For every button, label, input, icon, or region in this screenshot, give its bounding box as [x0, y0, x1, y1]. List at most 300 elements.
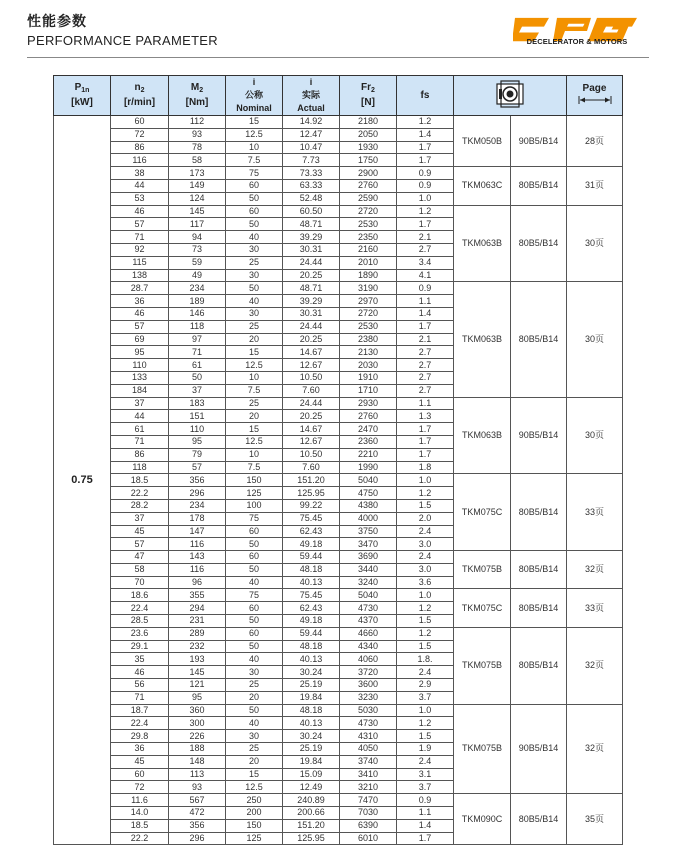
fs-cell: 2.7	[397, 384, 454, 397]
i-nominal-cell: 20	[226, 755, 283, 768]
i-actual-cell: 60.50	[283, 205, 340, 218]
model-cell: TKM075B	[454, 627, 511, 704]
fr2-cell: 2010	[340, 256, 397, 269]
i-actual-cell: 48.18	[283, 640, 340, 653]
n2-cell: 57	[111, 538, 169, 551]
fr2-cell: 2760	[340, 179, 397, 192]
fs-cell: 3.6	[397, 576, 454, 589]
page-ref-cell: 35页	[567, 794, 623, 845]
fr2-cell: 4060	[340, 653, 397, 666]
m2-cell: 234	[169, 499, 226, 512]
i-actual-cell: 39.29	[283, 231, 340, 244]
fr2-cell: 2720	[340, 205, 397, 218]
model-cell: TKM063B	[454, 205, 511, 282]
col-p1n: $P_{1n}$ [kW]	[54, 76, 111, 116]
i-actual-cell: 49.18	[283, 615, 340, 628]
i-nominal-cell: 40	[226, 717, 283, 730]
i-nominal-cell: 75	[226, 589, 283, 602]
i-actual-cell: 20.25	[283, 410, 340, 423]
page-ref-cell: 28页	[567, 116, 623, 167]
fr2-cell: 1890	[340, 269, 397, 282]
fr2-cell: 5040	[340, 474, 397, 487]
m2-cell: 116	[169, 563, 226, 576]
m2-cell: 232	[169, 640, 226, 653]
n2-cell: 116	[111, 154, 169, 167]
fs-cell: 1.7	[397, 435, 454, 448]
i-actual-cell: 10.47	[283, 141, 340, 154]
i-actual-cell: 15.09	[283, 768, 340, 781]
n2-cell: 60	[111, 116, 169, 129]
fs-cell: 3.7	[397, 781, 454, 794]
fs-cell: 1.2	[397, 602, 454, 615]
fs-cell: 1.7	[397, 141, 454, 154]
i-nominal-cell: 30	[226, 666, 283, 679]
fs-cell: 1.4	[397, 819, 454, 832]
i-nominal-cell: 30	[226, 307, 283, 320]
flange-cell: 80B5/B14	[511, 282, 567, 397]
m2-cell: 356	[169, 819, 226, 832]
i-actual-cell: 20.25	[283, 269, 340, 282]
i-nominal-cell: 50	[226, 640, 283, 653]
col-gearbox	[454, 76, 567, 116]
fr2-cell: 5030	[340, 704, 397, 717]
m2-cell: 73	[169, 243, 226, 256]
n2-cell: 11.6	[111, 794, 169, 807]
i-actual-cell: 39.29	[283, 295, 340, 308]
m2-cell: 124	[169, 192, 226, 205]
fs-cell: 2.7	[397, 359, 454, 372]
fs-cell: 2.4	[397, 755, 454, 768]
fs-cell: 1.7	[397, 154, 454, 167]
page-ref-cell: 30页	[567, 397, 623, 474]
n2-cell: 86	[111, 141, 169, 154]
m2-cell: 79	[169, 448, 226, 461]
i-actual-cell: 40.13	[283, 653, 340, 666]
table-row	[54, 205, 623, 218]
n2-cell: 18.5	[111, 819, 169, 832]
i-actual-cell: 12.67	[283, 359, 340, 372]
n2-cell: 29.1	[111, 640, 169, 653]
fs-cell: 0.9	[397, 282, 454, 295]
i-actual-cell: 125.95	[283, 832, 340, 845]
fr2-cell: 2590	[340, 192, 397, 205]
i-actual-cell: 40.13	[283, 717, 340, 730]
i-nominal-cell: 50	[226, 218, 283, 231]
i-actual-cell: 12.47	[283, 128, 340, 141]
fr2-cell: 2530	[340, 320, 397, 333]
i-actual-cell: 7.73	[283, 154, 340, 167]
i-actual-cell: 7.60	[283, 461, 340, 474]
n2-cell: 37	[111, 397, 169, 410]
table-row	[54, 167, 623, 180]
table-row	[54, 282, 623, 295]
i-nominal-cell: 150	[226, 819, 283, 832]
power-value: 0.75	[54, 116, 111, 845]
fr2-cell: 1910	[340, 371, 397, 384]
model-cell: TKM063B	[454, 282, 511, 397]
flange-cell: 90B5/B14	[511, 397, 567, 474]
model-cell: TKM063B	[454, 397, 511, 474]
n2-cell: 22.4	[111, 717, 169, 730]
fr2-cell: 2970	[340, 295, 397, 308]
table-row	[54, 704, 623, 717]
n2-cell: 72	[111, 781, 169, 794]
fr2-cell: 4310	[340, 730, 397, 743]
i-nominal-cell: 25	[226, 320, 283, 333]
fs-cell: 2.9	[397, 679, 454, 692]
i-nominal-cell: 10	[226, 141, 283, 154]
m2-cell: 356	[169, 474, 226, 487]
n2-cell: 38	[111, 167, 169, 180]
fr2-cell: 2470	[340, 423, 397, 436]
i-nominal-cell: 15	[226, 116, 283, 129]
i-actual-cell: 12.67	[283, 435, 340, 448]
m2-cell: 149	[169, 179, 226, 192]
i-nominal-cell: 125	[226, 487, 283, 500]
m2-cell: 234	[169, 282, 226, 295]
m2-cell: 116	[169, 538, 226, 551]
m2-cell: 296	[169, 832, 226, 845]
fr2-cell: 4340	[340, 640, 397, 653]
i-actual-cell: 48.71	[283, 218, 340, 231]
i-nominal-cell: 50	[226, 615, 283, 628]
n2-cell: 70	[111, 576, 169, 589]
fs-cell: 3.0	[397, 563, 454, 576]
fs-cell: 3.0	[397, 538, 454, 551]
table-row	[54, 397, 623, 410]
fs-cell: 2.1	[397, 231, 454, 244]
model-cell: TKM075B	[454, 704, 511, 794]
fr2-cell: 6010	[340, 832, 397, 845]
n2-cell: 28.2	[111, 499, 169, 512]
i-nominal-cell: 200	[226, 807, 283, 820]
m2-cell: 147	[169, 525, 226, 538]
m2-cell: 145	[169, 205, 226, 218]
n2-cell: 35	[111, 653, 169, 666]
fs-cell: 1.2	[397, 205, 454, 218]
i-nominal-cell: 7.5	[226, 461, 283, 474]
i-actual-cell: 62.43	[283, 525, 340, 538]
n2-cell: 45	[111, 755, 169, 768]
i-nominal-cell: 125	[226, 832, 283, 845]
col-m2: $M_2$ [Nm]	[169, 76, 226, 116]
col-n2: $n_2$ [r/min]	[111, 76, 169, 116]
i-nominal-cell: 40	[226, 576, 283, 589]
m2-cell: 95	[169, 691, 226, 704]
i-nominal-cell: 60	[226, 602, 283, 615]
page-ref-cell: 32页	[567, 551, 623, 589]
n2-cell: 95	[111, 346, 169, 359]
m2-cell: 118	[169, 320, 226, 333]
col-i-nominal: i 公称 Nominal	[226, 76, 283, 116]
i-nominal-cell: 15	[226, 346, 283, 359]
n2-cell: 18.6	[111, 589, 169, 602]
i-nominal-cell: 60	[226, 205, 283, 218]
n2-cell: 58	[111, 563, 169, 576]
i-nominal-cell: 50	[226, 538, 283, 551]
double-arrow-icon	[578, 95, 612, 105]
i-nominal-cell: 30	[226, 730, 283, 743]
fr2-cell: 3240	[340, 576, 397, 589]
i-actual-cell: 12.49	[283, 781, 340, 794]
m2-cell: 294	[169, 602, 226, 615]
n2-cell: 22.4	[111, 602, 169, 615]
m2-cell: 145	[169, 666, 226, 679]
n2-cell: 22.2	[111, 832, 169, 845]
m2-cell: 148	[169, 755, 226, 768]
n2-cell: 57	[111, 320, 169, 333]
fr2-cell: 1710	[340, 384, 397, 397]
fs-cell: 2.7	[397, 371, 454, 384]
i-nominal-cell: 75	[226, 512, 283, 525]
fr2-cell: 2360	[340, 435, 397, 448]
m2-cell: 37	[169, 384, 226, 397]
m2-cell: 57	[169, 461, 226, 474]
model-cell: TKM075B	[454, 551, 511, 589]
fr2-cell: 2930	[340, 397, 397, 410]
table-row	[54, 627, 623, 640]
n2-cell: 71	[111, 435, 169, 448]
i-actual-cell: 59.44	[283, 627, 340, 640]
fr2-cell: 2380	[340, 333, 397, 346]
i-actual-cell: 240.89	[283, 794, 340, 807]
page-ref-cell: 31页	[567, 167, 623, 205]
m2-cell: 96	[169, 576, 226, 589]
i-nominal-cell: 100	[226, 499, 283, 512]
n2-cell: 92	[111, 243, 169, 256]
m2-cell: 146	[169, 307, 226, 320]
n2-cell: 45	[111, 525, 169, 538]
i-nominal-cell: 20	[226, 691, 283, 704]
i-actual-cell: 52.48	[283, 192, 340, 205]
i-nominal-cell: 60	[226, 627, 283, 640]
i-actual-cell: 24.44	[283, 256, 340, 269]
i-actual-cell: 75.45	[283, 589, 340, 602]
fs-cell: 1.7	[397, 423, 454, 436]
fr2-cell: 3470	[340, 538, 397, 551]
fr2-cell: 3740	[340, 755, 397, 768]
fr2-cell: 4050	[340, 743, 397, 756]
m2-cell: 95	[169, 435, 226, 448]
table-row	[54, 794, 623, 807]
m2-cell: 112	[169, 116, 226, 129]
i-nominal-cell: 12.5	[226, 128, 283, 141]
fs-cell: 1.5	[397, 730, 454, 743]
fr2-cell: 3210	[340, 781, 397, 794]
fr2-cell: 3600	[340, 679, 397, 692]
col-i-actual: i 实际 Actual	[283, 76, 340, 116]
fr2-cell: 3230	[340, 691, 397, 704]
n2-cell: 18.7	[111, 704, 169, 717]
fs-cell: 1.4	[397, 128, 454, 141]
m2-cell: 93	[169, 781, 226, 794]
fs-cell: 1.0	[397, 704, 454, 717]
fs-cell: 1.5	[397, 615, 454, 628]
fr2-cell: 7030	[340, 807, 397, 820]
fs-cell: 2.7	[397, 346, 454, 359]
fs-cell: 3.1	[397, 768, 454, 781]
i-actual-cell: 30.31	[283, 307, 340, 320]
m2-cell: 567	[169, 794, 226, 807]
n2-cell: 44	[111, 179, 169, 192]
fr2-cell: 3440	[340, 563, 397, 576]
fs-cell: 1.0	[397, 192, 454, 205]
m2-cell: 173	[169, 167, 226, 180]
fs-cell: 1.1	[397, 807, 454, 820]
fr2-cell: 3690	[340, 551, 397, 564]
i-nominal-cell: 15	[226, 768, 283, 781]
fr2-cell: 4380	[340, 499, 397, 512]
n2-cell: 18.5	[111, 474, 169, 487]
n2-cell: 133	[111, 371, 169, 384]
table-header-row	[54, 76, 623, 116]
page-title-zh: 性能参数	[27, 14, 87, 30]
n2-cell: 110	[111, 359, 169, 372]
i-actual-cell: 25.19	[283, 743, 340, 756]
i-actual-cell: 14.67	[283, 423, 340, 436]
i-actual-cell: 49.18	[283, 538, 340, 551]
fr2-cell: 2900	[340, 167, 397, 180]
n2-cell: 69	[111, 333, 169, 346]
fs-cell: 0.9	[397, 167, 454, 180]
page-ref-cell: 33页	[567, 589, 623, 627]
fr2-cell: 7470	[340, 794, 397, 807]
n2-cell: 36	[111, 295, 169, 308]
fr2-cell: 4370	[340, 615, 397, 628]
model-cell: TKM063C	[454, 167, 511, 205]
m2-cell: 189	[169, 295, 226, 308]
flange-cell: 90B5/B14	[511, 116, 567, 167]
fr2-cell: 3750	[340, 525, 397, 538]
col-fr2: $Fr_2$ [N]	[340, 76, 397, 116]
fs-cell: 1.4	[397, 307, 454, 320]
i-actual-cell: 14.67	[283, 346, 340, 359]
fs-cell: 1.8.	[397, 653, 454, 666]
m2-cell: 226	[169, 730, 226, 743]
fr2-cell: 2050	[340, 128, 397, 141]
fr2-cell: 5040	[340, 589, 397, 602]
i-actual-cell: 75.45	[283, 512, 340, 525]
i-actual-cell: 10.50	[283, 371, 340, 384]
fr2-cell: 4730	[340, 602, 397, 615]
m2-cell: 178	[169, 512, 226, 525]
m2-cell: 121	[169, 679, 226, 692]
i-nominal-cell: 15	[226, 423, 283, 436]
fr2-cell: 1930	[340, 141, 397, 154]
m2-cell: 113	[169, 768, 226, 781]
n2-cell: 53	[111, 192, 169, 205]
i-nominal-cell: 40	[226, 295, 283, 308]
fs-cell: 1.7	[397, 320, 454, 333]
i-actual-cell: 19.84	[283, 755, 340, 768]
fr2-cell: 2180	[340, 116, 397, 129]
m2-cell: 300	[169, 717, 226, 730]
flange-cell: 80B5/B14	[511, 167, 567, 205]
table-row	[54, 589, 623, 602]
i-nominal-cell: 50	[226, 192, 283, 205]
i-actual-cell: 24.44	[283, 320, 340, 333]
fs-cell: 1.1	[397, 295, 454, 308]
page-ref-cell: 30页	[567, 282, 623, 397]
i-actual-cell: 30.24	[283, 666, 340, 679]
m2-cell: 355	[169, 589, 226, 602]
m2-cell: 93	[169, 128, 226, 141]
i-actual-cell: 125.95	[283, 487, 340, 500]
i-actual-cell: 151.20	[283, 474, 340, 487]
m2-cell: 183	[169, 397, 226, 410]
m2-cell: 360	[169, 704, 226, 717]
page-ref-cell: 32页	[567, 704, 623, 794]
fs-cell: 4.1	[397, 269, 454, 282]
i-nominal-cell: 10	[226, 448, 283, 461]
fr2-cell: 4750	[340, 487, 397, 500]
i-nominal-cell: 40	[226, 653, 283, 666]
fs-cell: 1.2	[397, 116, 454, 129]
m2-cell: 58	[169, 154, 226, 167]
n2-cell: 37	[111, 512, 169, 525]
fs-cell: 1.9	[397, 743, 454, 756]
n2-cell: 61	[111, 423, 169, 436]
n2-cell: 46	[111, 205, 169, 218]
fr2-cell: 4730	[340, 717, 397, 730]
i-nominal-cell: 50	[226, 704, 283, 717]
n2-cell: 14.0	[111, 807, 169, 820]
gearbox-icon	[495, 80, 525, 108]
m2-cell: 50	[169, 371, 226, 384]
fs-cell: 1.1	[397, 397, 454, 410]
i-actual-cell: 10.50	[283, 448, 340, 461]
fs-cell: 1.2	[397, 487, 454, 500]
n2-cell: 60	[111, 768, 169, 781]
n2-cell: 118	[111, 461, 169, 474]
fr2-cell: 2350	[340, 231, 397, 244]
fr2-cell: 2130	[340, 346, 397, 359]
i-actual-cell: 30.24	[283, 730, 340, 743]
n2-cell: 36	[111, 743, 169, 756]
fr2-cell: 1750	[340, 154, 397, 167]
fs-cell: 0.9	[397, 794, 454, 807]
fs-cell: 2.7	[397, 243, 454, 256]
fs-cell: 1.7	[397, 832, 454, 845]
fs-cell: 1.7	[397, 218, 454, 231]
i-nominal-cell: 50	[226, 282, 283, 295]
flange-cell: 80B5/B14	[511, 551, 567, 589]
n2-cell: 46	[111, 666, 169, 679]
i-actual-cell: 25.19	[283, 679, 340, 692]
i-actual-cell: 7.60	[283, 384, 340, 397]
n2-cell: 71	[111, 691, 169, 704]
i-nominal-cell: 10	[226, 371, 283, 384]
i-nominal-cell: 7.5	[226, 154, 283, 167]
fs-cell: 2.1	[397, 333, 454, 346]
n2-cell: 71	[111, 231, 169, 244]
fs-cell: 2.4	[397, 551, 454, 564]
i-actual-cell: 48.71	[283, 282, 340, 295]
fr2-cell: 4000	[340, 512, 397, 525]
i-nominal-cell: 25	[226, 397, 283, 410]
fs-cell: 1.5	[397, 499, 454, 512]
m2-cell: 49	[169, 269, 226, 282]
table-row	[54, 551, 623, 564]
i-nominal-cell: 25	[226, 743, 283, 756]
i-nominal-cell: 40	[226, 231, 283, 244]
i-nominal-cell: 60	[226, 551, 283, 564]
i-actual-cell: 99.22	[283, 499, 340, 512]
fs-cell: 1.7	[397, 448, 454, 461]
n2-cell: 184	[111, 384, 169, 397]
flange-cell: 80B5/B14	[511, 474, 567, 551]
fr2-cell: 3190	[340, 282, 397, 295]
